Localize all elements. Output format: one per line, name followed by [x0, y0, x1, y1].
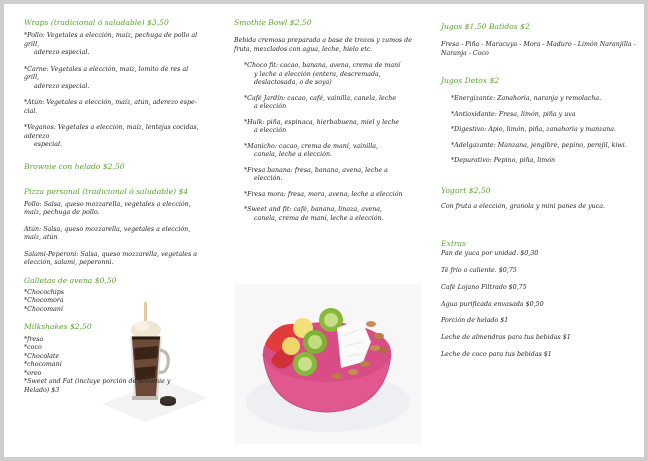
smoothie-item-manicho — [234, 143, 421, 160]
extras-item: Leche de coco para tus bebidas $1 — [441, 350, 552, 358]
wrap-item-text: *Carne: Vegetales a elección, maíz, lomito de res al grill, — [24, 65, 189, 82]
detox-title: Jugos Detox $2 — [441, 76, 500, 86]
smoothie-item-text: *Café Jardín: cacao, café, vainilla, canela, leche — [244, 94, 397, 102]
smoothie-item-text: *Fresa mora: fresa, mora, avena, leche a elección — [244, 190, 403, 198]
menu-column-right — [429, 4, 644, 457]
detox-item: *Depurativo: Pepino, piña, limón — [451, 157, 556, 165]
extras-item: Pan de yuca por unidad. $0,30 — [441, 250, 539, 258]
smoothie-item-text: elección. — [254, 175, 283, 183]
pizza-item: Pollo: Salsa, queso mozzarella, vegetales a elección, maíz, pechuga de pollo. — [24, 200, 191, 217]
brownie-title: Brownie con helado $2,50 — [24, 161, 125, 171]
wraps-title: Wraps (tradicional ó saludable) $3,50 — [24, 18, 169, 27]
jugos-title: Jugos $1,50 Batidos $2 — [441, 22, 530, 31]
wrap-item-text: aderezo especial. — [34, 49, 90, 57]
milkshake-item: *fresa — [24, 335, 44, 343]
detox-item: *Antioxidante: Fresa, limón, piña y uva — [451, 110, 576, 118]
wrap-item-atun — [24, 99, 204, 116]
smoothie-item-text: *Choco fit: cacao, banana, avena, crema de maní — [244, 62, 401, 70]
milkshake-item: *Chocolate — [24, 352, 60, 360]
smoothie-item-text: a elección — [254, 127, 287, 135]
extras-item: Café Lojano Filtrado $0,75 — [441, 283, 527, 291]
smoothie-item-hulk — [234, 119, 421, 136]
detox-list — [441, 95, 638, 166]
smoothie-item-text: deslactosada, o de soya) — [254, 79, 332, 87]
milkshake-item: Helado) $3 — [24, 386, 60, 394]
galleta-item: *Chocomora — [24, 297, 64, 305]
wrap-item-carne — [24, 66, 204, 92]
galleta-item: *Chocochips — [24, 288, 64, 296]
smoothie-item-text: y leche a elección (entera, descremada, — [254, 70, 381, 78]
wrap-item-veganos — [24, 124, 204, 150]
galletas-title: Galletas de avena $0,50 — [24, 275, 117, 285]
smoothie-bowl-photo — [235, 284, 421, 444]
smoothie-item-text: canela, crema de maní, leche a elección. — [254, 214, 384, 222]
menu-column-center — [214, 4, 429, 457]
milkshake-item: *coco — [24, 344, 42, 352]
pizza-list — [24, 201, 204, 268]
smoothie-item-text: *Manicho: cacao, crema de maní, vainilla, — [244, 142, 378, 150]
smoothie-item-fresa-mora — [234, 191, 421, 200]
smoothie-list — [234, 62, 421, 223]
milkshake-item: *Sweet and Fat (incluye porción de Brownie y — [24, 378, 171, 386]
smoothie-item-sweet-and-fit — [234, 206, 421, 223]
pizza-title: Pizza personal (tradicional ó saludable) $4 — [24, 186, 189, 196]
detox-item: *Adelgazante: Manzana, jengibre, pepino, perejil, kiwi. — [451, 141, 627, 149]
wraps-list — [24, 32, 204, 150]
extras-section — [441, 239, 638, 359]
extras-item: Té frío o caliente. $0,75 — [441, 267, 517, 275]
pizza-item: Salami-Peperoni: Salsa, queso mozzarella, vegetales a elección, salami, peperonni. — [24, 250, 198, 267]
milkshakes-title: Milkshakes $2,50 — [24, 322, 92, 332]
extras-item: Agua purificada envasada $0,50 — [441, 300, 544, 308]
detox-item: *Digestivo: Apio, limón, piña, zanahoria y manzana. — [451, 126, 617, 134]
smoothie-item-choco-fit — [234, 62, 421, 88]
wrap-item-text: *Pollo: Vegetales a elección, maíz, pechuga de pollo al grill, — [24, 32, 198, 48]
pizza-item: Atún: Salsa, queso mozzarella, vegetales a elección, maíz, atún — [24, 225, 191, 242]
milkshake-item: *oreo — [24, 369, 42, 377]
extras-item: Porción de helado $1 — [441, 317, 509, 325]
wrap-item-pollo — [24, 32, 204, 58]
wrap-item-text: *Veganos: Vegetales a elección, maíz, lentejas cocidas, aderezo — [24, 124, 199, 140]
smoothie-item-cafe-jardin — [234, 95, 421, 112]
smoothie-item-text: *Hulk: piña, espinaca, hierbabuena, miel y leche — [244, 118, 400, 126]
smoothie-title: Smothie Bowl $2,50 — [234, 18, 312, 27]
smoothie-item-fresa-banana — [234, 167, 421, 184]
extras-title: Extras — [441, 239, 466, 249]
milkshakes-list — [24, 336, 204, 396]
wrap-item-text: aderezo especial. — [34, 82, 90, 90]
menu-column-left — [4, 4, 214, 457]
wrap-item-text: especial. — [34, 141, 63, 149]
yogurt-title: Yogurt $2,50 — [441, 185, 491, 195]
smoothie-item-text: a elección — [254, 103, 287, 111]
galleta-item: *Chocomaní — [24, 305, 63, 313]
yogurt-description: Con fruta a elección, granola y mini panes de yuca. — [441, 202, 605, 210]
wrap-item-text: cial. — [24, 107, 38, 115]
smoothie-item-text: canela, leche a elección. — [254, 151, 333, 159]
smoothie-item-text: *Fresa banana: fresa, banana, avena, leche a — [244, 166, 388, 174]
wrap-item-text: *Atún: Vegetales a elección, maíz, atún, aderezo espe- — [24, 99, 197, 107]
smoothie-item-text: *Sweet and fit: café, banana, linaza, avena, — [244, 206, 383, 214]
detox-item: *Energizante: Zanahoria, naranja y remolacha. — [451, 95, 602, 103]
milkshake-item: *chocomaní — [24, 361, 62, 369]
menu-page — [4, 4, 644, 457]
extras-item: Leche de almendras para tus bebidas $1 — [441, 333, 571, 341]
smoothie-intro: Bebida cremosa preparada a base de trozos y zumos de fruta, mezclados con agua, leche, hielo etc. — [234, 37, 412, 53]
jugos-flavors: Fresa - Piña - Maracuya - Mora - Maduro - Limón Naranjilla - Naranja - Coco — [441, 41, 636, 57]
